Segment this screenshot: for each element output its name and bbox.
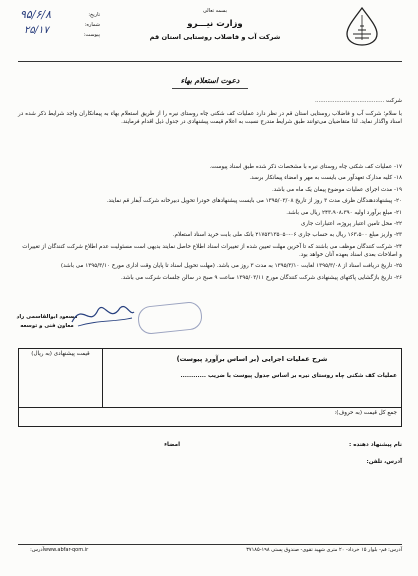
estimate-table — [18, 348, 402, 427]
date-label: تاریخ: — [88, 12, 100, 18]
recipient-line: شرکت ....................................... — [314, 98, 402, 104]
condition-item: ۲۳- واریز مبلغ ۱۶۳،۵۰۰ ریال به حساب جاری ۰۶-۲۱۷۵۳۱۳۵۰۵۰ بانک ملی بابت خرید اسناد استعلام. — [172, 232, 402, 239]
company-logo — [333, 6, 391, 46]
footer-divider — [18, 544, 402, 545]
ministry-name: وزارت نیـــرو — [187, 19, 243, 29]
bidder-signature-field: امضاء — [164, 442, 180, 448]
footer-web-label: آدرس: — [30, 547, 44, 553]
meta-labels — [60, 12, 100, 39]
handwritten-letter-date: ۲۵/۱۷ — [24, 25, 49, 36]
bidder-address-field: آدرس، تلفن: — [366, 459, 402, 465]
document-title: دعوت استعلام بهاء — [180, 76, 240, 85]
signatory-name: مسعود ابوالقاسمی راد — [16, 314, 78, 320]
condition-item: ۲۵- تاریخ دریافت اسناد از ۱۳۹۵/۳/۰۸ لغایت ۱۳۹۵/۳/۱۰ به مدت ۳ روز می باشد. (مهلت تحویل اسناد تا پایان وقت اداری مورخ ۱۳۹۵/۳/۱۰ می باشد) — [60, 263, 402, 270]
signature-scribble — [68, 298, 138, 332]
conditions-list — [18, 163, 402, 285]
condition-item: ۲۱- مبلغ برآورد اولیه ۲۴۳،۹۰۸،۳۹۰ ریال می باشد. — [286, 209, 402, 216]
condition-item: ۲۰- پیشنهاددهندگان ظرف مدت ۳ روز از تاریخ ۱۳۹۵/۰۳/۰۸ می بایست پیشنهادهای خودرا تحویل دبیرخانه شرکت آبفار قم نمایند. — [106, 198, 402, 205]
signatory-role: معاون فنی و توسعه — [20, 323, 74, 329]
intro-paragraph: با سلام؛ شرکت آب و فاضلاب روستایی استان قم در نظر دارد عملیات کف شکنی چاه روستای نیره را از طریق استعلام بهاء به پیمانکاران واجد شرایط ذکر شده در اسناد واگذار نماید. لذا متقاضیان می‌توانند طبق شرایط مندرج نسبت به اعلام قیمت پیشنهادی در جدول ذیل اقدام فرمایند. — [18, 111, 402, 125]
handwritten-letter-number: ۹۵/۶/۸ — [20, 8, 52, 21]
company-name: شرکت آب و فاضلاب روستایی استان قم — [149, 33, 281, 41]
bidder-name-field: نام پیشنهاد دهنده : — [349, 442, 402, 448]
footer-address: آدرس: قم- بلوار ۱۵ خرداد- ۲۰ متری شهید تقوی- صندوق پستی ۱۹۸-۳۷۱۸۵ — [246, 547, 402, 553]
water-drop-logo-icon — [333, 6, 391, 46]
total-words-cell — [19, 408, 402, 427]
company-stamp — [137, 301, 204, 336]
total-words-label: جمع کل قیمت (به حروف): — [334, 410, 397, 416]
operation-row-text: عملیات کف شکنی چاه روستای نیره بر اساس جدول پیوست با ضریب ............ — [180, 373, 397, 379]
price-column-header: قیمت پیشنهادی (به ریال) — [31, 351, 90, 357]
title-underline — [172, 88, 248, 89]
condition-item: ۱۷- عملیات کف شکنی چاه روستای نیره با مشخصات ذکر شده طبق اسناد پیوست. — [209, 164, 402, 170]
header-divider — [18, 61, 402, 62]
attachment-label: پیوست: — [83, 32, 100, 38]
price-column — [19, 349, 103, 408]
condition-item: ۱۹- مدت اجرای عملیات موضوع پیمان یک ماه می باشد. — [271, 186, 402, 193]
condition-item: ۱۸- کلیه مدارک تعهدآور می بایست به مهر و امضاء پیمانکار برسد. — [249, 175, 402, 182]
condition-item: ۲۶- تاریخ بازگشایی پاکتهای پیشنهادی شرکت کنندگان مورخ ۱۳۹۵/۰۳/۱۱ ساعت ۹ صبح در سالن جلسات شرکت می باشد. — [120, 274, 402, 281]
number-label: شماره: — [84, 22, 100, 28]
footer-website: www.abfar-qom.ir — [44, 547, 89, 553]
condition-item: ۲۴- شرکت کنندگان موظف می باشند که تا آخرین مهلت تعیین شده از تغییرات اسناد اطلاع حاصل نمایند بدیهی است مسئولیت عدم اطلاع شرکت کنندگان از تغییرات و اصلاحات بعدی اسناد بعهده آنان خواهد بود. — [22, 243, 402, 258]
condition-item: ۲۲- محل تامین اعتبار پروژه، اعتبارات جاری — [301, 220, 402, 227]
table-heading: شرح عملیات اجرایی (بر اساس برآورد پیوست) — [176, 355, 328, 363]
operation-description-cell — [103, 349, 402, 408]
bismillah: بسمه تعالی — [202, 8, 228, 14]
